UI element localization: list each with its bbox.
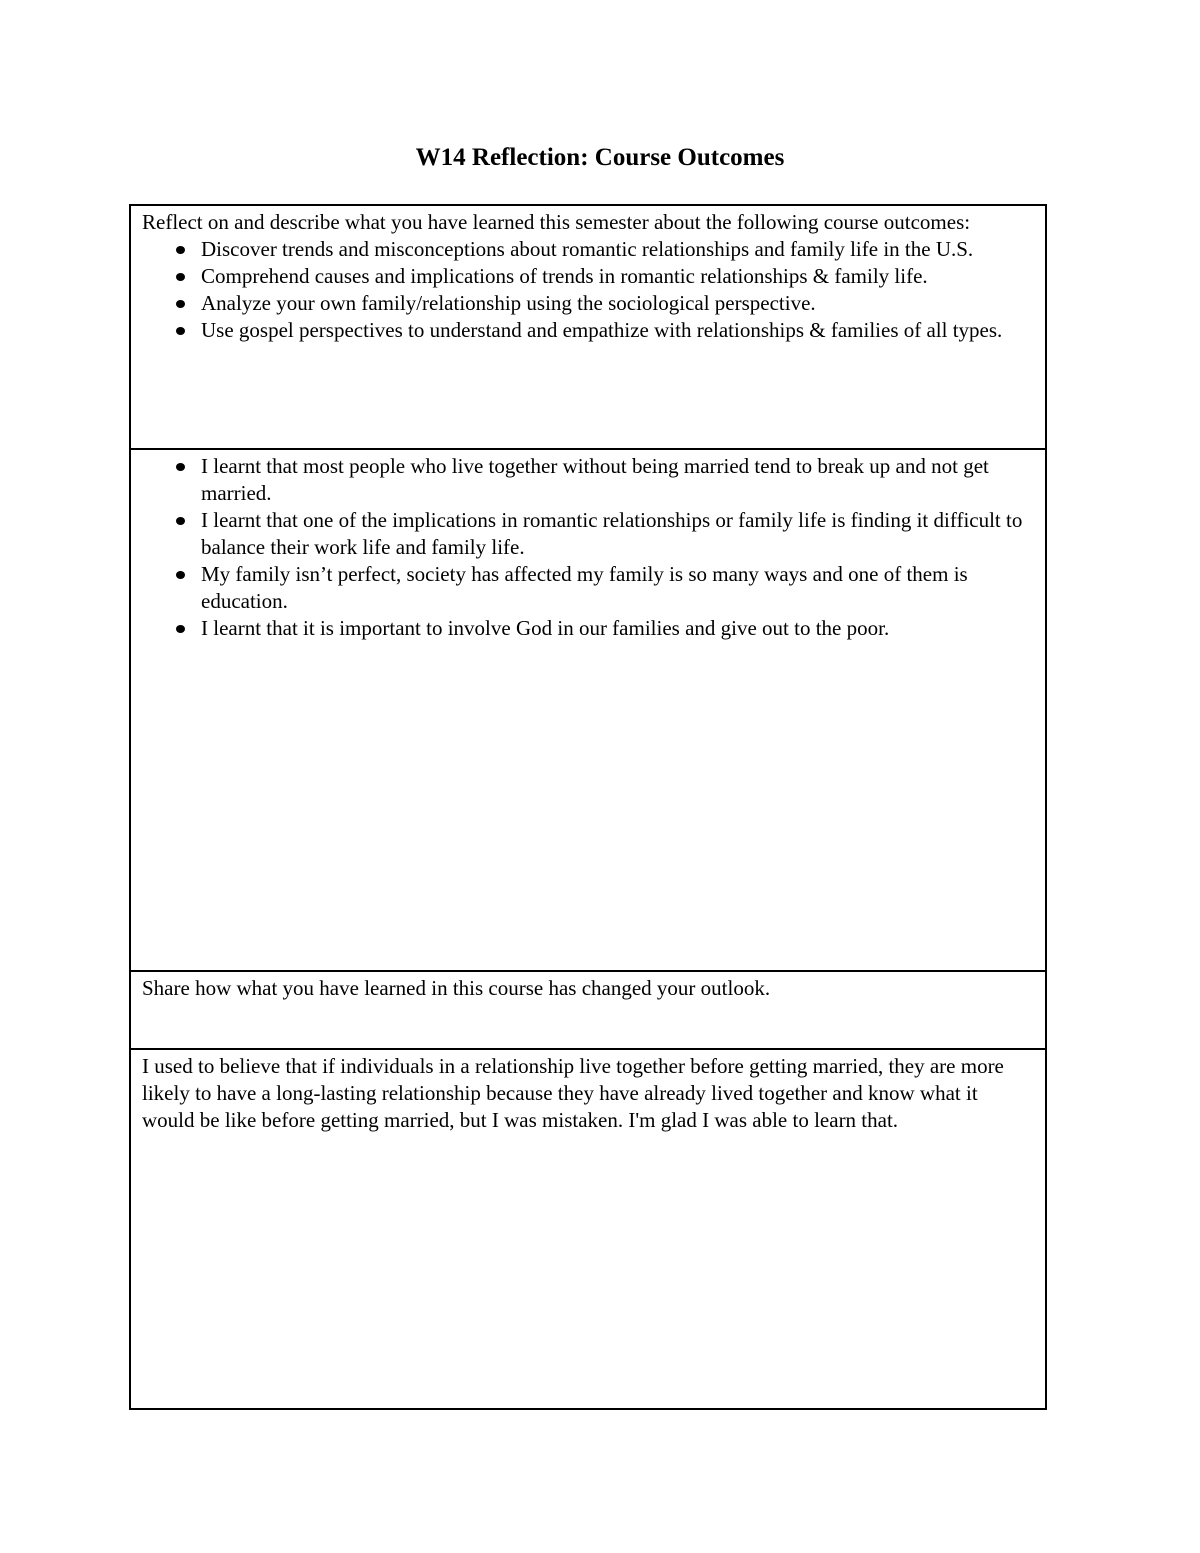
outcome-text: Analyze your own family/relationship using the sociological perspective. <box>201 291 816 315</box>
list-item <box>142 561 1033 615</box>
list-item <box>142 453 1033 507</box>
outcome-text: Discover trends and misconceptions about romantic relationships and family life in the U.S. <box>201 237 974 261</box>
bullet-icon <box>176 273 185 281</box>
list-item <box>142 317 1033 344</box>
page-title: W14 Reflection: Course Outcomes <box>415 144 785 171</box>
prompt-outlook-cell <box>131 970 1045 1048</box>
answer-outlook-cell <box>131 1048 1045 1408</box>
bullet-icon <box>176 300 185 308</box>
list-item <box>142 615 1033 642</box>
course-outcomes-list <box>142 236 1033 344</box>
outcome-text: Use gospel perspectives to understand and empathize with relationships & families of all types. <box>201 318 1003 342</box>
answer-outcomes-cell <box>131 448 1045 970</box>
bullet-icon <box>176 246 185 254</box>
bullet-icon <box>176 625 185 633</box>
list-item <box>142 263 1033 290</box>
bullet-icon <box>176 463 185 471</box>
answer-outlook-text: I used to believe that if individuals in a relationship live together before getting married, they are more likely to have a long-lasting relationship because they have already lived together and know what it would be like before getting married, but I was mistaken. I'm glad I was able to learn that. <box>142 1054 1004 1132</box>
list-item <box>142 507 1033 561</box>
learned-point-text: I learnt that most people who live together without being married tend to break up and not get married. <box>201 454 989 505</box>
learned-point-text: My family isn’t perfect, society has affected my family is so many ways and one of them is education. <box>201 562 968 613</box>
prompt-outlook-text: Share how what you have learned in this course has changed your outlook. <box>142 976 771 1000</box>
bullet-icon <box>176 517 185 525</box>
bullet-icon <box>176 327 185 335</box>
prompt-outcomes-cell <box>131 206 1045 448</box>
learned-points-list <box>142 453 1033 642</box>
learned-point-text: I learnt that it is important to involve God in our families and give out to the poor. <box>201 616 890 640</box>
prompt-outcomes-intro: Reflect on and describe what you have learned this semester about the following course outcomes: <box>142 210 971 234</box>
bullet-icon <box>176 571 185 579</box>
outcome-text: Comprehend causes and implications of trends in romantic relationships & family life. <box>201 264 928 288</box>
learned-point-text: I learnt that one of the implications in romantic relationships or family life is finding it difficult to balance their work life and family life. <box>201 508 1023 559</box>
list-item <box>142 236 1033 263</box>
list-item <box>142 290 1033 317</box>
reflection-table <box>129 204 1047 1410</box>
